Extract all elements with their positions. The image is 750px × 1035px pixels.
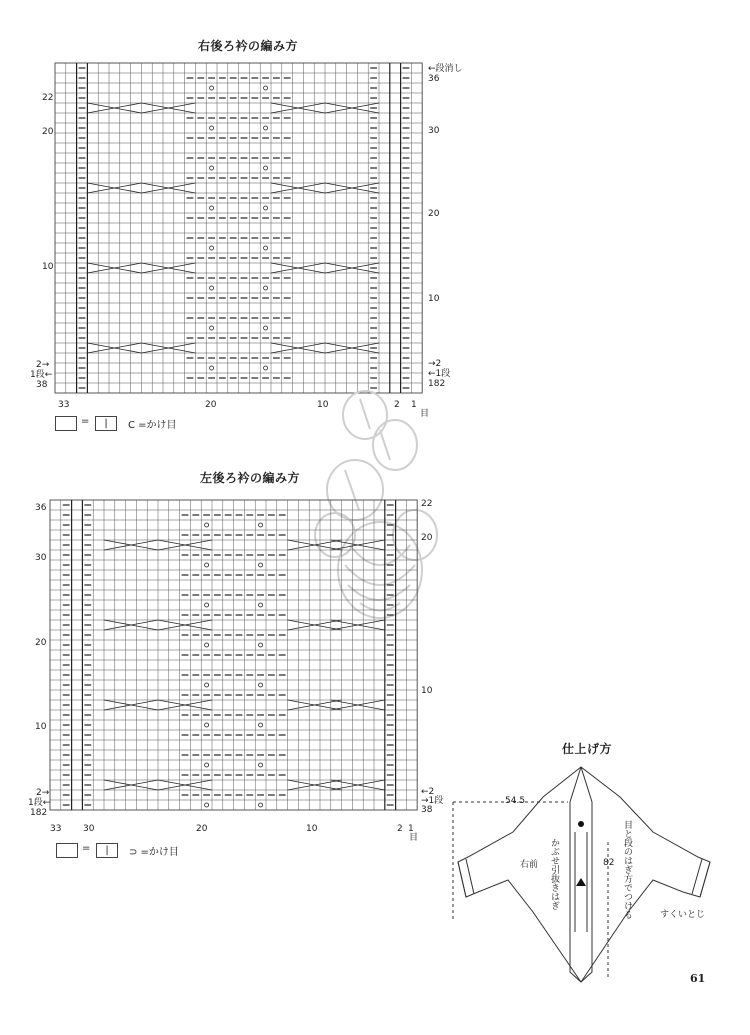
chart2-left-182: 182: [30, 808, 48, 818]
chart2-col-unit: 目: [409, 833, 419, 843]
chart1-col-10: 10: [317, 400, 329, 410]
chart2-col-20: 20: [196, 824, 208, 834]
chart2-col-33: 33: [50, 824, 62, 834]
chart2-col-1: 1: [408, 824, 414, 834]
chart1-left-row-10: 10: [42, 262, 54, 272]
chart1-legend-knit-cell: |: [95, 416, 117, 431]
finish-join-label: 目と段のはぎ方でつける: [622, 820, 632, 919]
chart1-col-33: 33: [58, 400, 70, 410]
chart2-left-row-10: 10: [35, 722, 47, 732]
chart2-col-30: 30: [83, 824, 95, 834]
chart1-right-row-20: 20: [428, 209, 440, 219]
chart2-right-38: 38: [421, 805, 433, 815]
chart1-legend-equals: =: [81, 416, 90, 427]
chart2-col-10: 10: [306, 824, 318, 834]
chart1-legend-blank-cell: [55, 416, 77, 431]
finish-title: 仕上げ方: [562, 742, 613, 756]
chart2-left-row-36: 36: [35, 503, 47, 513]
chart1-right-182: 182: [428, 379, 446, 389]
chart1-right-row-36: 36: [428, 74, 440, 84]
chart2-legend-equals: =: [82, 843, 91, 854]
finishing-diagram: [448, 762, 738, 992]
chart1-right-row-10: 10: [428, 294, 440, 304]
finish-front-label: 右前: [520, 860, 539, 870]
chart2-title: 左後ろ衿の編み方: [200, 471, 301, 485]
chart2-left-2: 2→: [36, 788, 50, 798]
chart1-left-row-20: 20: [42, 127, 54, 137]
chart2-left-row-20: 20: [35, 638, 47, 648]
marker-dot-icon: [578, 821, 584, 827]
chart1-title: 右後ろ衿の編み方: [198, 39, 299, 53]
chart1-col-2: 2: [394, 400, 400, 410]
chart1-right-arrow-1: ←1段: [428, 369, 451, 379]
chart2-right-row-10: 10: [421, 686, 433, 696]
chart1-right-arrow-2: →2: [428, 359, 442, 369]
chart1-left-38: 38: [36, 380, 48, 390]
chart2-right-2: ←2: [421, 787, 435, 797]
chart1-left-2: 2→: [36, 360, 50, 370]
chart1-col-1: 1: [411, 400, 417, 410]
finish-height: 82: [603, 858, 615, 868]
chart2-left-row-30: 30: [35, 553, 47, 563]
chart2-grid: [50, 500, 420, 820]
chart2-right-row-20: 20: [421, 533, 433, 543]
chart2-legend-blank-cell: [56, 843, 78, 858]
page-number: 61: [690, 972, 706, 985]
chart1-left-1: 1段←: [30, 370, 53, 380]
chart1-grid: [55, 63, 425, 398]
chart2-legend-knit-cell: |: [96, 843, 118, 858]
chart1-col-20: 20: [205, 400, 217, 410]
chart1-right-row-30: 30: [428, 126, 440, 136]
marker-triangle-icon: [576, 878, 586, 886]
chart2-right-row-22: 22: [421, 499, 433, 509]
chart2-legend-yarnover: ⊃ =かけ目: [129, 847, 179, 858]
chart1-left-row-22: 22: [42, 93, 54, 103]
chart1-legend-yarnover: C =かけ目: [128, 420, 177, 431]
finish-width: 54.5: [505, 796, 526, 806]
finish-seam-label: かぶせ引抜きはぎ: [549, 838, 559, 910]
chart1-col-unit: 目: [420, 409, 430, 419]
chart1-note-dankeshi: ←段消し: [428, 64, 463, 74]
chart2-right-1: →1段: [421, 796, 444, 806]
finish-stitch-label: すくいとじ: [660, 910, 706, 920]
chart2-col-2: 2: [397, 824, 403, 834]
chart2-left-1: 1段←: [28, 798, 51, 808]
